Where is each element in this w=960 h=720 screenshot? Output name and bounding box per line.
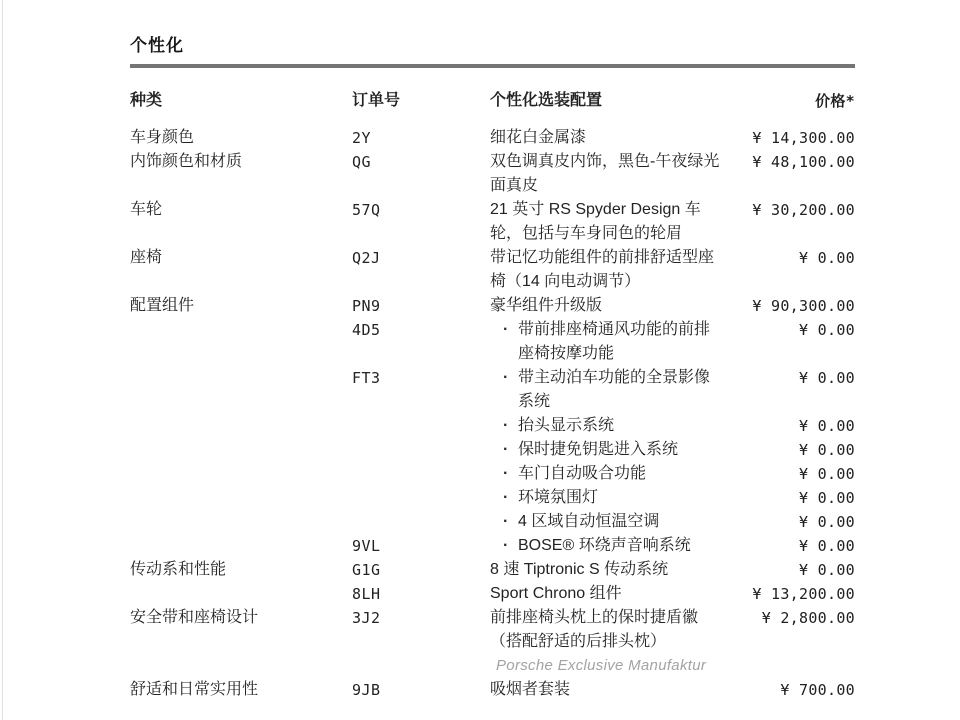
- price-cell: ¥ 0.00: [799, 489, 855, 507]
- price-cell: ¥ 0.00: [799, 369, 855, 387]
- order-code-cell: Q2J: [352, 249, 381, 267]
- order-code-cell: PN9: [352, 297, 381, 315]
- order-code-cell: FT3: [352, 369, 381, 387]
- config-cell: [490, 126, 725, 150]
- price-cell: ¥ 0.00: [799, 537, 855, 555]
- config-cell: [490, 582, 725, 606]
- config-cell: [490, 150, 725, 198]
- price-cell: ¥ 0.00: [799, 417, 855, 435]
- table-row: [130, 126, 855, 150]
- config-text: 吸烟者套装: [490, 681, 571, 698]
- order-code-cell: 4D5: [352, 321, 381, 339]
- config-text: 带前排座椅通风功能的前排座椅按摩功能: [518, 321, 711, 362]
- config-cell: [490, 486, 725, 510]
- table-row: [130, 678, 855, 702]
- config-cell: [490, 510, 725, 534]
- table-row: [130, 462, 855, 486]
- header-price: 价格*: [815, 92, 855, 110]
- order-code-cell: 57Q: [352, 201, 381, 219]
- table-row: [130, 366, 855, 414]
- table-row: [130, 150, 855, 198]
- price-cell: ¥ 700.00: [780, 681, 855, 699]
- price-cell: ¥ 0.00: [799, 249, 855, 267]
- price-cell: ¥ 0.00: [799, 321, 855, 339]
- bullet-icon: ·: [503, 417, 509, 434]
- bullet-icon: ·: [503, 441, 509, 458]
- category-cell: 车轮: [130, 201, 163, 218]
- config-cell: [490, 558, 725, 582]
- table-header-row: [130, 92, 855, 110]
- table-row: [130, 510, 855, 534]
- category-cell: 配置组件: [130, 297, 195, 314]
- config-cell: [490, 462, 725, 486]
- config-text: 车门自动吸合功能: [518, 465, 647, 482]
- table-row: [130, 198, 855, 246]
- document-page: [130, 36, 855, 702]
- price-cell: ¥ 48,100.00: [752, 153, 855, 171]
- price-cell: ¥ 0.00: [799, 513, 855, 531]
- table-row: [130, 534, 855, 558]
- config-text: 前排座椅头枕上的保时捷盾徽（搭配舒适的后排头枕）: [490, 609, 699, 650]
- table-body: [130, 126, 855, 702]
- config-text: 细花白金属漆: [490, 129, 587, 146]
- order-code-cell: 9JB: [352, 681, 381, 699]
- config-cell: [490, 366, 725, 414]
- table-row: [130, 294, 855, 318]
- order-code-cell: QG: [352, 153, 372, 171]
- bullet-icon: ·: [503, 369, 509, 386]
- category-cell: 安全带和座椅设计: [130, 609, 259, 626]
- config-text: 4 区域自动恒温空调: [518, 513, 660, 530]
- config-cell: [490, 438, 725, 462]
- order-code-cell: 9VL: [352, 537, 381, 555]
- config-text: 双色调真皮内饰，黑色-午夜绿光面真皮: [490, 153, 720, 194]
- price-cell: ¥ 13,200.00: [752, 585, 855, 603]
- price-cell: ¥ 0.00: [799, 441, 855, 459]
- price-cell: ¥ 0.00: [799, 561, 855, 579]
- category-cell: 车身颜色: [130, 129, 195, 146]
- table-row: [130, 438, 855, 462]
- config-cell: [490, 246, 725, 294]
- page-title: 个性化: [130, 36, 184, 55]
- category-cell: 座椅: [130, 249, 163, 266]
- config-text: Sport Chrono 组件: [490, 585, 622, 602]
- table-row: [130, 318, 855, 366]
- config-cell: [490, 534, 725, 558]
- config-text: 带主动泊车功能的全景影像系统: [518, 369, 711, 410]
- bullet-icon: ·: [503, 465, 509, 482]
- config-text: 保时捷免钥匙进入系统: [518, 441, 679, 458]
- config-cell: [490, 294, 725, 318]
- config-cell: [490, 318, 725, 366]
- price-cell: ¥ 14,300.00: [752, 129, 855, 147]
- price-cell: ¥ 0.00: [799, 465, 855, 483]
- config-note: Porsche Exclusive Manufaktur: [496, 657, 707, 674]
- config-text: 环境氛围灯: [518, 489, 599, 506]
- bullet-icon: ·: [503, 513, 509, 530]
- table-row: [130, 414, 855, 438]
- price-cell: ¥ 90,300.00: [752, 297, 855, 315]
- price-cell: ¥ 30,200.00: [752, 201, 855, 219]
- price-cell: ¥ 2,800.00: [761, 609, 855, 627]
- bullet-icon: ·: [503, 489, 509, 506]
- config-text: BOSE® 环绕声音响系统: [518, 537, 691, 554]
- config-text: 带记忆功能组件的前排舒适型座椅（14 向电动调节）: [490, 249, 715, 290]
- table-row: [130, 558, 855, 582]
- category-cell: 内饰颜色和材质: [130, 153, 243, 170]
- config-text: 8 速 Tiptronic S 传动系统: [490, 561, 669, 578]
- config-text: 抬头显示系统: [518, 417, 615, 434]
- bullet-icon: ·: [503, 321, 509, 338]
- scan-edge-line: [2, 0, 3, 720]
- table-row: [130, 582, 855, 606]
- config-cell: [490, 678, 725, 702]
- order-code-cell: 8LH: [352, 585, 381, 603]
- header-config: 个性化选装配置: [490, 92, 603, 109]
- config-cell: [490, 198, 725, 246]
- header-order-number: 订单号: [352, 92, 401, 109]
- title-rule: [130, 64, 855, 68]
- order-code-cell: 3J2: [352, 609, 381, 627]
- table-row: [130, 486, 855, 510]
- header-category: 种类: [130, 92, 163, 109]
- order-code-cell: G1G: [352, 561, 381, 579]
- table-row: [130, 606, 855, 678]
- config-cell: [490, 606, 725, 678]
- config-text: 豪华组件升级版: [490, 297, 603, 314]
- bullet-icon: ·: [503, 537, 509, 554]
- category-cell: 传动系和性能: [130, 561, 227, 578]
- order-code-cell: 2Y: [352, 129, 372, 147]
- config-cell: [490, 414, 725, 438]
- category-cell: 舒适和日常实用性: [130, 681, 259, 698]
- config-text: 21 英寸 RS Spyder Design 车轮，包括与车身同色的轮眉: [490, 201, 701, 242]
- table-row: [130, 246, 855, 294]
